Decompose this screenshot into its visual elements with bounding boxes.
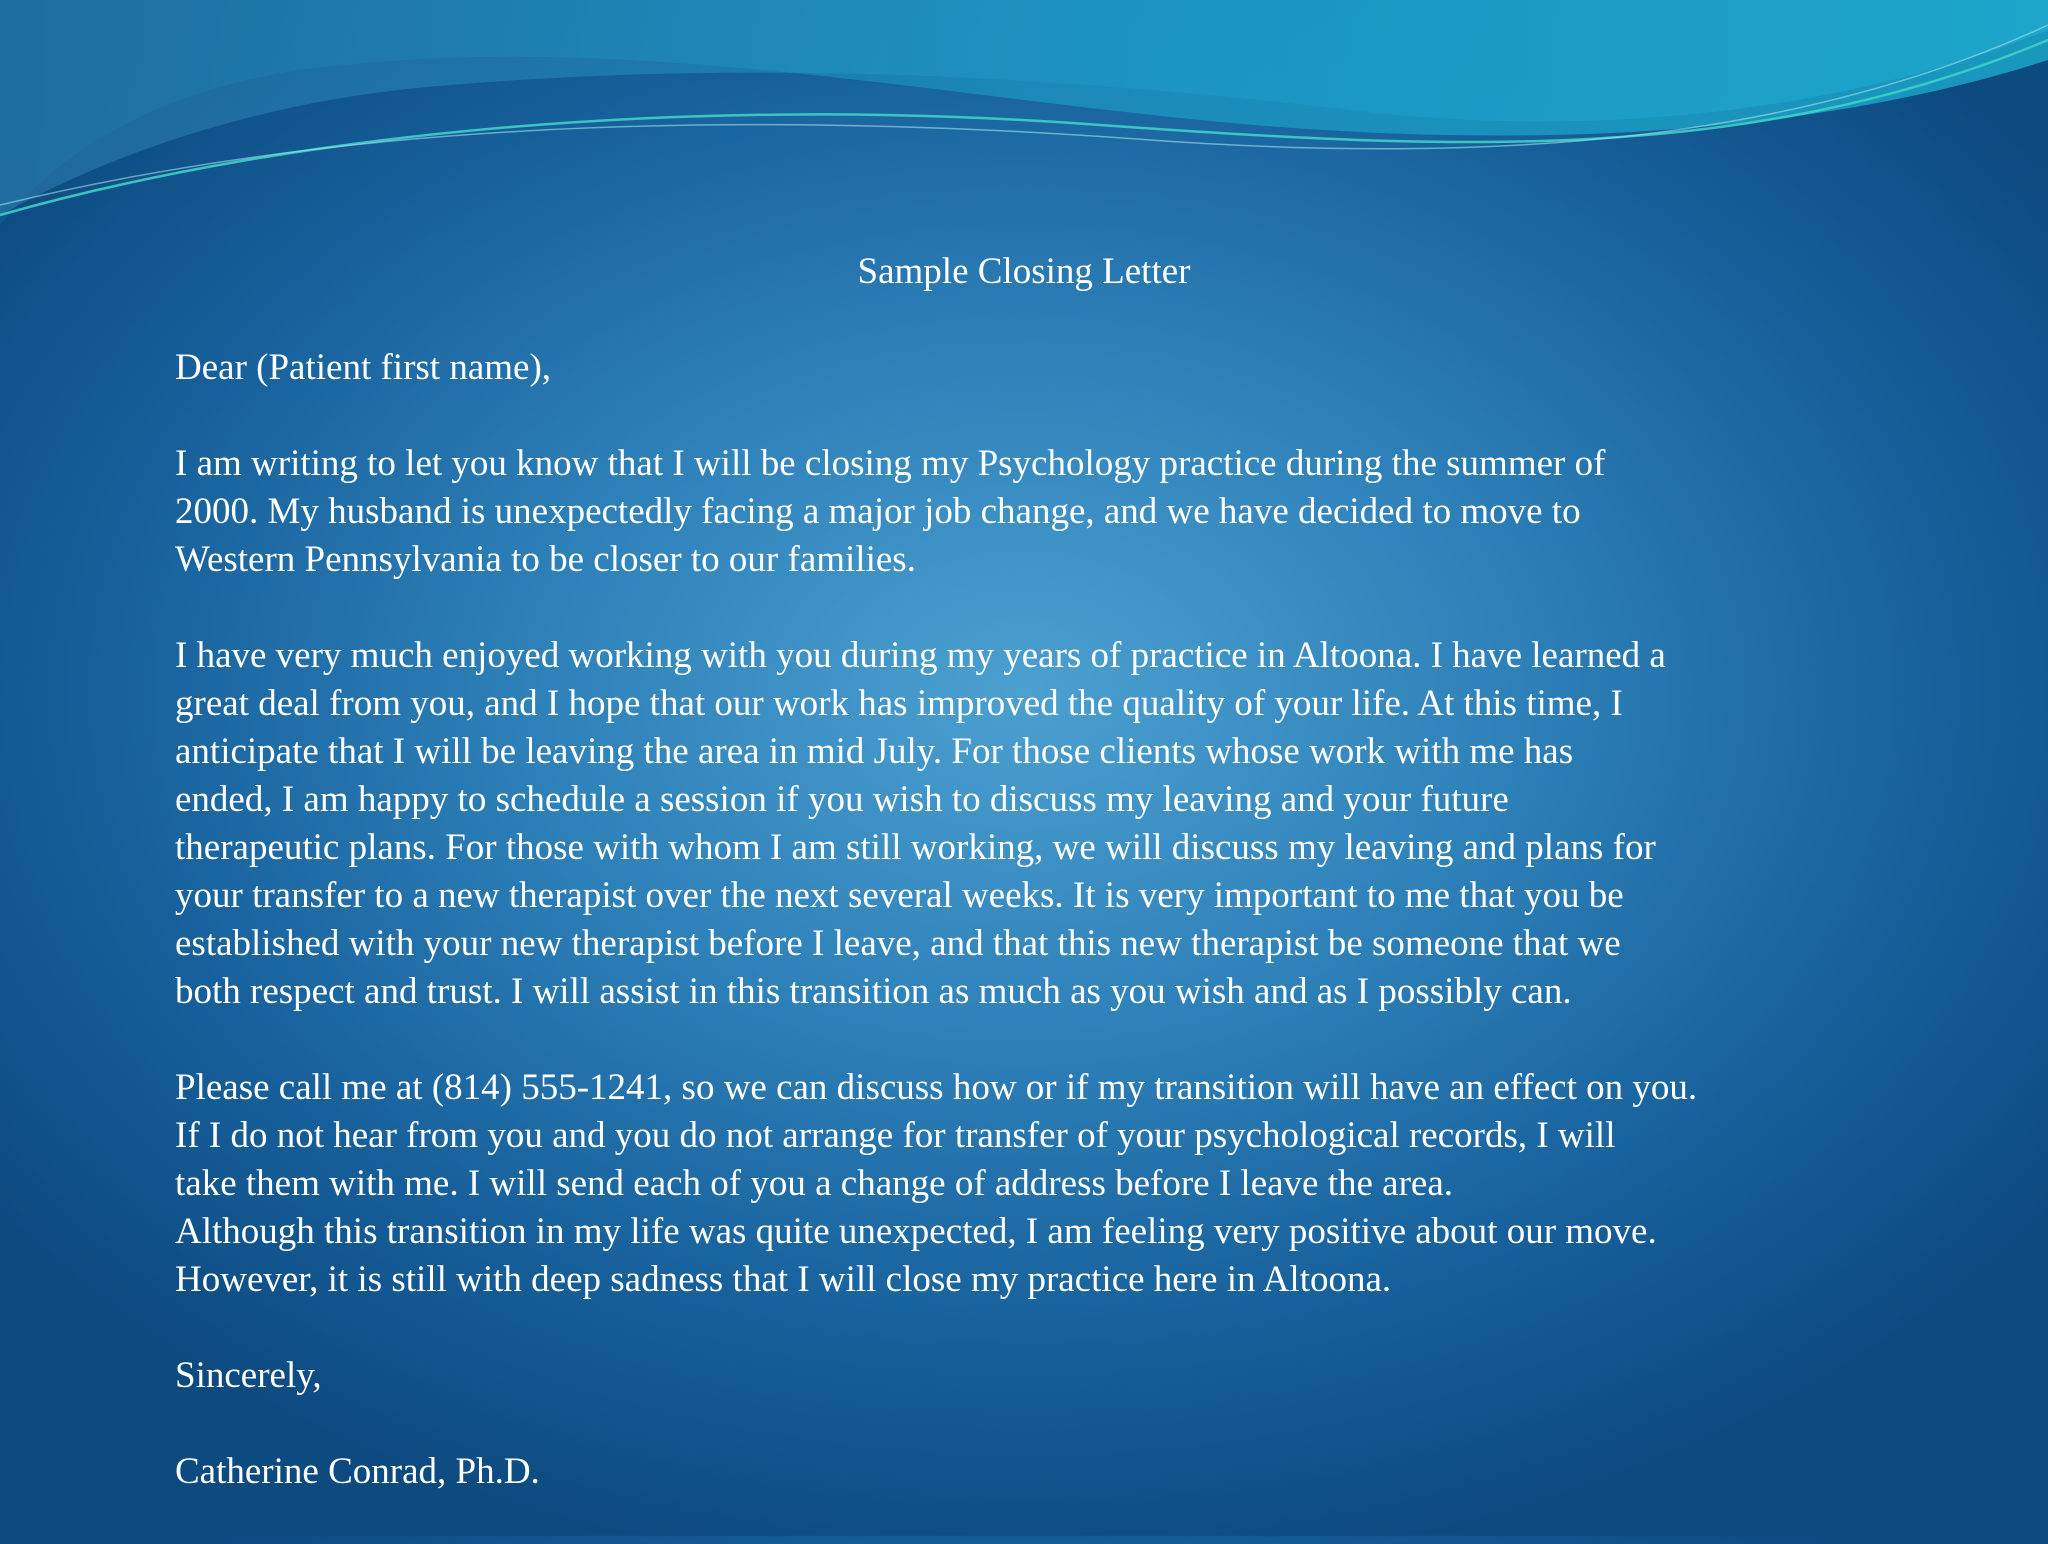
- letter-greeting: Dear (Patient first name),: [175, 347, 552, 388]
- letter-body: [175, 344, 1895, 1544]
- letter-title: Sample Closing Letter: [857, 251, 1191, 292]
- letter-paragraph-3: Please call me at (814) 555-1241, so we can discuss how or if my transition will have an effect on you. If I do not hear from you and you do not arrange for transfer of your psychological records, I will take them with me. I will send each of you a change of address before I leave the area. Although this transition in my life was quite unexpected, I am feeling very positive about our move. However, it is still with deep sadness that I will close my practice here in Altoona.: [175, 1067, 1698, 1300]
- letter-closing: Sincerely,: [175, 1355, 322, 1396]
- letter-paragraph-1: I am writing to let you know that I will be closing my Psychology practice during the summer of 2000. My husband is unexpectedly facing a major job change, and we have decided to move to Western Pennsylvania to be closer to our families.: [175, 443, 1606, 580]
- wave-shape-front: [0, 0, 2048, 215]
- letter-signature: Catherine Conrad, Ph.D.: [175, 1451, 540, 1492]
- decorative-wave-banner: [0, 0, 2048, 240]
- letter-paragraph-2: I have very much enjoyed working with you during my years of practice in Altoona. I have learned a great deal from you, and I hope that our work has improved the quality of your life. At this time, I anticipate that I will be leaving the area in mid July. For those clients whose work with me has ended, I am happy to schedule a session if you wish to discuss my leaving and your future therapeutic plans. For those with whom I am still working, we will discuss my leaving and plans for your transfer to a new therapist over the next several weeks. It is very important to me that you be established with your new therapist before I leave, and that this new therapist be someone that we both respect and trust. I will assist in this transition as much as you wish and as I possibly can.: [175, 635, 1666, 1012]
